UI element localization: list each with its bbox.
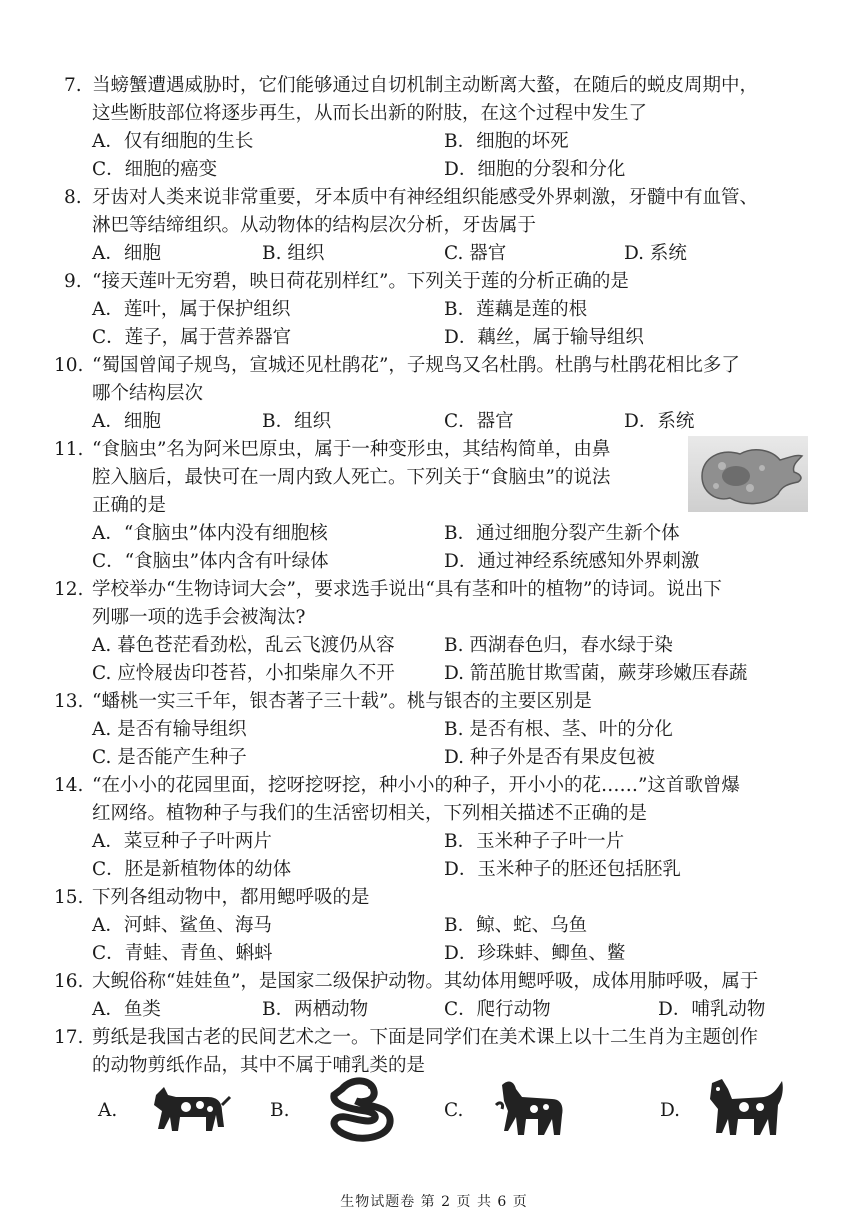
amoeba-photo — [688, 436, 808, 512]
option-a[interactable]: A. 暮色苍茫看劲松，乱云飞渡仍从容 — [92, 635, 395, 656]
question-number: 16. — [54, 971, 84, 992]
page-footer: 生物试题卷 第 2 页 共 6 页 — [340, 1194, 528, 1210]
question-number: 15. — [54, 887, 84, 908]
goat-papercut-icon[interactable] — [494, 1075, 574, 1141]
option-d[interactable]: D. 系统 — [624, 243, 687, 264]
option-a[interactable]: A．鱼类 — [92, 999, 161, 1020]
question-number: 17. — [54, 1027, 84, 1048]
question-stem-line: 腔入脑后，最快可在一周内致人死亡。下列关于“食脑虫”的说法 — [92, 467, 611, 488]
option-c[interactable]: C．细胞的癌变 — [92, 159, 218, 180]
question-17 — [54, 1024, 814, 1080]
option-c[interactable]: C. — [444, 1100, 464, 1121]
question-12 — [54, 576, 814, 688]
question-stem-line: 红网络。植物种子与我们的生活密切相关，下列相关描述不正确的是 — [92, 803, 648, 824]
ox-papercut-icon[interactable] — [146, 1075, 232, 1141]
question-stem-line: 正确的是 — [92, 495, 167, 516]
option-d[interactable]: D．珍珠蚌、鲫鱼、鳖 — [444, 943, 626, 964]
option-c[interactable]: C．“食脑虫”体内含有叶绿体 — [92, 551, 329, 572]
option-a[interactable]: A．莲叶，属于保护组织 — [92, 299, 291, 320]
option-b[interactable]: B．莲藕是莲的根 — [444, 299, 588, 320]
option-a[interactable]: A．“食脑虫”体内没有细胞核 — [92, 523, 328, 544]
question-9 — [64, 268, 814, 352]
option-a[interactable]: A．菜豆种子子叶两片 — [92, 831, 272, 852]
option-b[interactable]: B. 是否有根、茎、叶的分化 — [444, 719, 673, 740]
option-d[interactable]: D．玉米种子的胚还包括胚乳 — [444, 859, 681, 880]
option-a[interactable]: A．河蚌、鲨鱼、海马 — [92, 915, 272, 936]
option-d[interactable]: D．哺乳动物 — [658, 999, 766, 1020]
question-number: 11. — [54, 439, 84, 460]
question-number: 13. — [54, 691, 84, 712]
snake-papercut-icon[interactable] — [322, 1075, 398, 1145]
question-number: 9. — [64, 271, 82, 292]
option-d[interactable]: D．系统 — [624, 411, 695, 432]
option-d[interactable]: D. — [660, 1100, 681, 1121]
option-d[interactable]: D．细胞的分裂和分化 — [444, 159, 626, 180]
option-c[interactable]: C．器官 — [444, 411, 514, 432]
question-stem-line: “蜀国曾闻子规鸟，宣城还见杜鹃花”，子规鸟又名杜鹃。杜鹃与杜鹃花相比多了 — [92, 355, 740, 376]
question-stem-line: 学校举办“生物诗词大会”，要求选手说出“具有茎和叶的植物”的诗词。说出下 — [92, 579, 722, 600]
option-d[interactable]: D．通过神经系统感知外界刺激 — [444, 551, 700, 572]
option-c[interactable]: C．胚是新植物体的幼体 — [92, 859, 292, 880]
option-b[interactable]: B．玉米种子子叶一片 — [444, 831, 625, 852]
option-a[interactable]: A．仅有细胞的生长 — [92, 131, 254, 152]
question-stem-line: 下列各组动物中，都用鳃呼吸的是 — [92, 887, 370, 908]
question-15 — [54, 884, 814, 968]
question-stem-line: 牙齿对人类来说非常重要，牙本质中有神经组织能感受外界刺激，牙髓中有血管、 — [92, 187, 759, 208]
option-d[interactable]: D. 种子外是否有果皮包被 — [444, 747, 655, 768]
question-14 — [54, 772, 814, 884]
option-c[interactable]: C．爬行动物 — [444, 999, 551, 1020]
option-b[interactable]: B．细胞的坏死 — [444, 131, 569, 152]
option-b[interactable]: B．组织 — [262, 411, 332, 432]
option-b[interactable]: B. 西湖春色归，春水绿于染 — [444, 635, 673, 656]
option-c[interactable]: C．青蛙、青鱼、蝌蚪 — [92, 943, 273, 964]
question-stem-line: 列哪一项的选手会被淘汰? — [92, 607, 306, 628]
question-stem-line: 淋巴等结缔组织。从动物体的结构层次分析，牙齿属于 — [92, 215, 537, 236]
option-c[interactable]: C．莲子，属于营养器官 — [92, 327, 292, 348]
question-number: 7. — [64, 75, 82, 96]
option-a[interactable]: A．细胞 — [92, 411, 161, 432]
question-stem-line: 这些断肢部位将逐步再生，从而长出新的附肢，在这个过程中发生了 — [92, 103, 648, 124]
amoeba-icon — [688, 436, 808, 512]
option-b[interactable]: B．鲸、蛇、乌鱼 — [444, 915, 588, 936]
question-10 — [54, 352, 814, 436]
question-16 — [54, 968, 814, 1024]
question-number: 8. — [64, 187, 82, 208]
question-stem-line: 剪纸是我国古老的民间艺术之一。下面是同学们在美术课上以十二生肖为主题创作 — [92, 1027, 759, 1048]
option-d[interactable]: D．藕丝，属于输导组织 — [444, 327, 644, 348]
question-8 — [64, 184, 814, 268]
option-b[interactable]: B．两栖动物 — [262, 999, 369, 1020]
option-a[interactable]: A．细胞 — [92, 243, 161, 264]
question-stem-line: “在小小的花园里面，挖呀挖呀挖，种小小的种子，开小小的花……”这首歌曾爆 — [92, 775, 740, 796]
question-stem-line: 当螃蟹遭遇威胁时，它们能够通过自切机制主动断离大螯，在随后的蜕皮周期中， — [92, 75, 759, 96]
option-c[interactable]: C. 器官 — [444, 243, 507, 264]
option-b[interactable]: B. — [270, 1100, 290, 1121]
option-a[interactable]: A. 是否有输导组织 — [92, 719, 247, 740]
question-number: 10. — [54, 355, 84, 376]
question-stem-line: 的动物剪纸作品，其中不属于哺乳类的是 — [92, 1055, 426, 1076]
question-7 — [64, 72, 814, 184]
papercut-options — [64, 1075, 814, 1145]
option-b[interactable]: B．通过细胞分裂产生新个体 — [444, 523, 680, 544]
question-stem-line: “接天莲叶无穷碧，映日荷花别样红”。下列关于莲的分析正确的是 — [92, 271, 629, 292]
question-stem-line: 大鲵俗称“娃娃鱼”，是国家二级保护动物。其幼体用鳃呼吸，成体用肺呼吸，属于 — [92, 971, 759, 992]
option-d[interactable]: D. 箭茁脆甘欺雪菌，蕨芽珍嫩压春蔬 — [444, 663, 748, 684]
option-b[interactable]: B. 组织 — [262, 243, 325, 264]
question-number: 14. — [54, 775, 84, 796]
question-number: 12. — [54, 579, 84, 600]
question-stem-line: 哪个结构层次 — [92, 383, 204, 404]
option-a[interactable]: A. — [98, 1100, 118, 1121]
question-stem-line: “蟠桃一实三千年，银杏著子三十载”。桃与银杏的主要区别是 — [92, 691, 592, 712]
option-c[interactable]: C. 应怜屐齿印苍苔，小扣柴扉久不开 — [92, 663, 395, 684]
dog-papercut-icon[interactable] — [704, 1075, 788, 1143]
question-13 — [54, 688, 814, 772]
question-stem-line: “食脑虫”名为阿米巴原虫，属于一种变形虫，其结构简单，由鼻 — [92, 439, 611, 460]
option-c[interactable]: C. 是否能产生种子 — [92, 747, 247, 768]
